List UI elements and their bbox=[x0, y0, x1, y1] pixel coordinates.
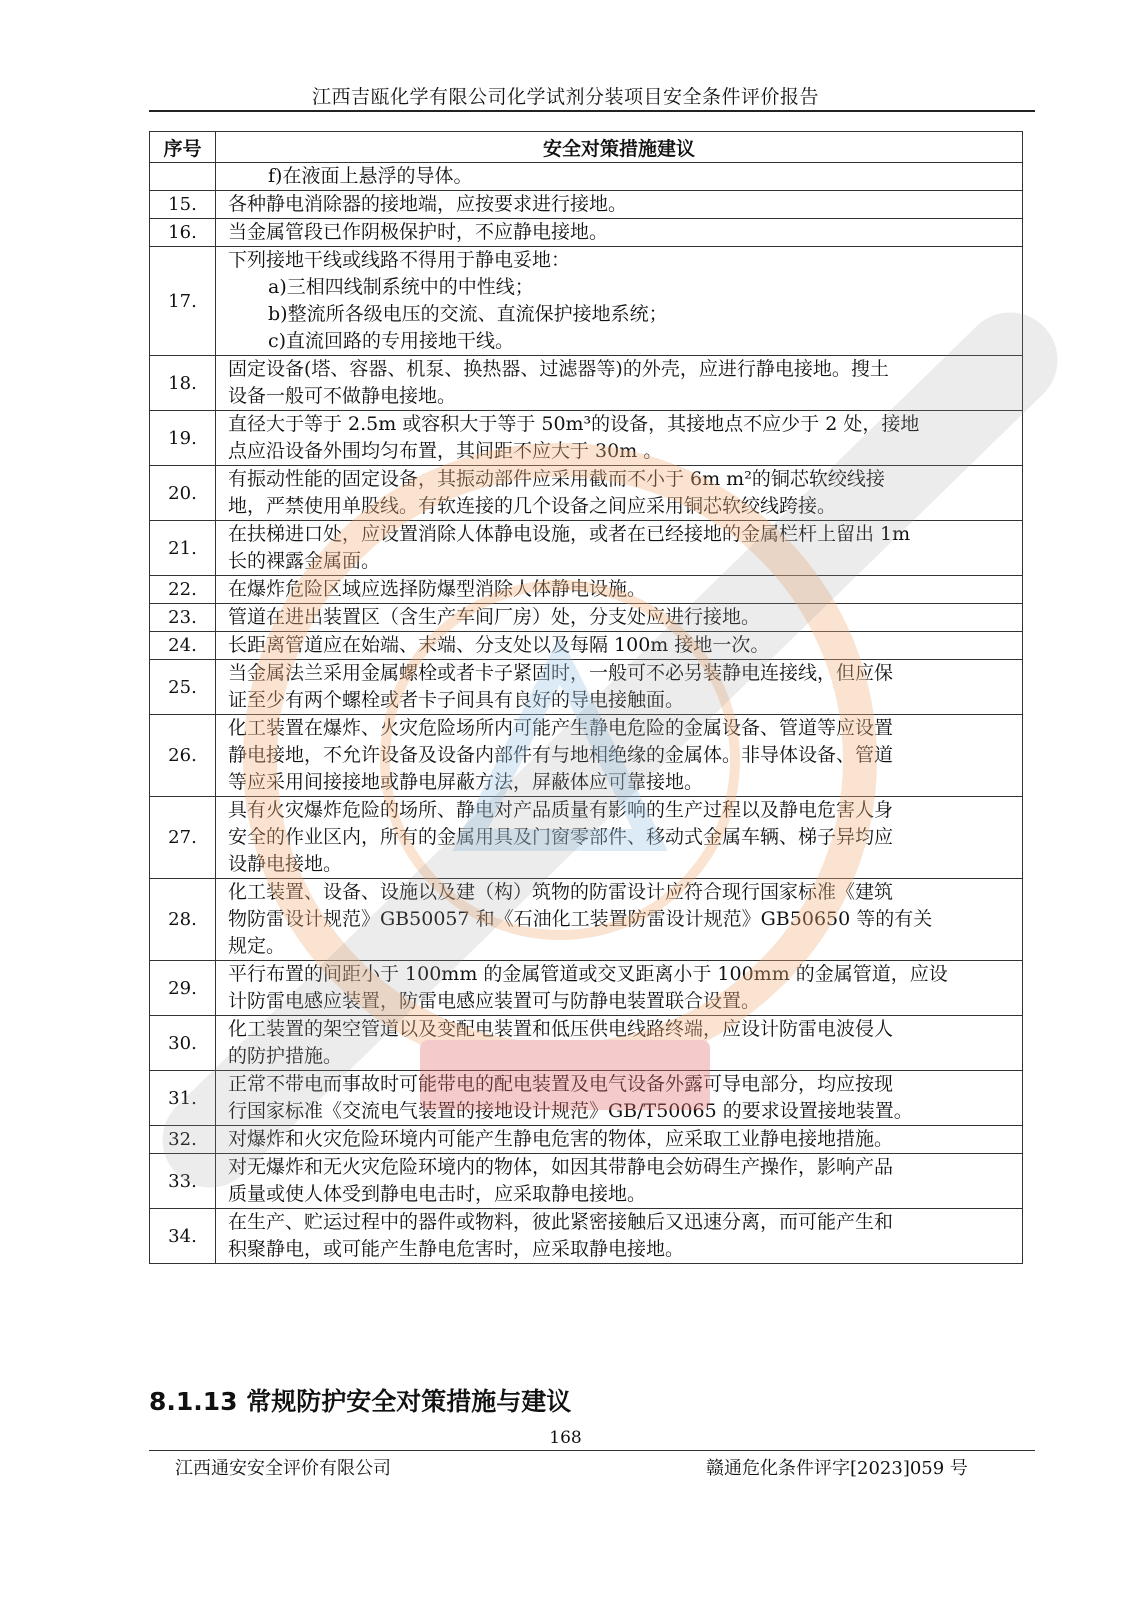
page-number: 168 bbox=[549, 1428, 582, 1448]
table-row bbox=[150, 466, 1023, 521]
measure-text bbox=[216, 604, 1023, 632]
measure-line: 地，严禁使用单股线。有软连接的几个设备之间应采用铜芯软绞线跨接。 bbox=[228, 495, 837, 517]
measure-line: 各种静电消除器的接地端，应按要求进行接地。 bbox=[228, 193, 628, 215]
row-number: 31. bbox=[150, 1071, 216, 1126]
measure-text bbox=[216, 1071, 1023, 1126]
measure-line: 的防护措施。 bbox=[228, 1045, 343, 1067]
row-number: 23. bbox=[150, 604, 216, 632]
measure-line: 在生产、贮运过程中的器件或物料，彼此紧密接触后又迅速分离，而可能产生和 bbox=[228, 1211, 894, 1233]
measure-line: 静电接地，不允许设备及设备内部件有与地相绝缘的金属体。非导体设备、管道 bbox=[228, 744, 894, 766]
measure-text bbox=[216, 1016, 1023, 1071]
row-number: 34. bbox=[150, 1209, 216, 1264]
footer-divider bbox=[149, 1450, 1035, 1451]
row-number: 15. bbox=[150, 191, 216, 219]
measure-text bbox=[216, 356, 1023, 411]
table-row bbox=[150, 576, 1023, 604]
measure-line: 管道在进出装置区（含生产车间厂房）处，分支处应进行接地。 bbox=[228, 606, 761, 628]
measure-text bbox=[216, 797, 1023, 879]
measure-line: 等应采用间接接地或静电屏蔽方法，屏蔽体应可靠接地。 bbox=[228, 771, 704, 793]
table-row bbox=[150, 961, 1023, 1016]
measure-line: 对爆炸和火灾危险环境内可能产生静电危害的物体，应采取工业静电接地措施。 bbox=[228, 1128, 894, 1150]
row-number: 26. bbox=[150, 715, 216, 797]
measure-text bbox=[216, 219, 1023, 247]
table-row bbox=[150, 797, 1023, 879]
row-number: 22. bbox=[150, 576, 216, 604]
measure-line: 证至少有两个螺栓或者卡子间具有良好的导电接触面。 bbox=[228, 689, 685, 711]
measure-line: 长的裸露金属面。 bbox=[228, 550, 381, 572]
measure-text bbox=[216, 163, 1023, 191]
measure-text bbox=[216, 411, 1023, 466]
table-row bbox=[150, 356, 1023, 411]
table-row bbox=[150, 604, 1023, 632]
row-number: 16. bbox=[150, 219, 216, 247]
measure-line: 长距离管道应在始端、末端、分支处以及每隔 100m 接地一次。 bbox=[228, 634, 770, 656]
row-number: 24. bbox=[150, 632, 216, 660]
measure-line: a)三相四线制系统中的中性线； bbox=[268, 276, 534, 298]
measure-line: 对无爆炸和无火灾危险环境内的物体，如因其带静电会妨碍生产操作，影响产品 bbox=[228, 1156, 894, 1178]
measure-text bbox=[216, 715, 1023, 797]
measure-line: c)直流回路的专用接地干线。 bbox=[268, 330, 515, 352]
row-number: 29. bbox=[150, 961, 216, 1016]
table-row bbox=[150, 1016, 1023, 1071]
table-row bbox=[150, 1209, 1023, 1264]
measure-line: 积聚静电，或可能产生静电危害时，应采取静电接地。 bbox=[228, 1238, 685, 1260]
measure-line: 有振动性能的固定设备，其振动部件应采用截而不小于 6m m²的铜芯软绞线接 bbox=[228, 468, 885, 490]
measure-line: 正常不带电而事故时可能带电的配电装置及电气设备外露可导电部分，均应按现 bbox=[228, 1073, 894, 1095]
measure-text bbox=[216, 1154, 1023, 1209]
measure-line: 行国家标准《交流电气装置的接地设计规范》GB/T50065 的要求设置接地装置。 bbox=[228, 1100, 913, 1122]
measure-line: 规定。 bbox=[228, 935, 286, 957]
table-row bbox=[150, 219, 1023, 247]
table-row bbox=[150, 1154, 1023, 1209]
measure-line: 当金属法兰采用金属螺栓或者卡子紧固时，一般可不必另装静电连接线，但应保 bbox=[228, 662, 894, 684]
measure-text bbox=[216, 1126, 1023, 1154]
measure-line: b)整流所各级电压的交流、直流保护接地系统； bbox=[268, 303, 668, 325]
row-number: 19. bbox=[150, 411, 216, 466]
measure-line: 设备一般可不做静电接地。 bbox=[228, 385, 457, 407]
table-row bbox=[150, 715, 1023, 797]
row-number: 32. bbox=[150, 1126, 216, 1154]
measure-line: 当金属管段已作阴极保护时，不应静电接地。 bbox=[228, 221, 609, 243]
measure-line: 化工装置的架空管道以及变配电装置和低压供电线路终端，应设计防雷电波侵人 bbox=[228, 1018, 894, 1040]
table-header-row bbox=[150, 132, 1023, 163]
measure-line: 化工装置在爆炸、火灾危险场所内可能产生静电危险的金属设备、管道等应设置 bbox=[228, 717, 894, 739]
table-row bbox=[150, 632, 1023, 660]
column-header-measures: 安全对策措施建议 bbox=[216, 132, 1023, 163]
table-row bbox=[150, 660, 1023, 715]
table-row bbox=[150, 1126, 1023, 1154]
measure-text bbox=[216, 1209, 1023, 1264]
measure-line: 具有火灾爆炸危险的场所、静电对产品质量有影响的生产过程以及静电危害人身 bbox=[228, 799, 894, 821]
table-body bbox=[150, 163, 1023, 1264]
row-number: 20. bbox=[150, 466, 216, 521]
measure-text bbox=[216, 660, 1023, 715]
section-heading: 8.1.13 常规防护安全对策措施与建议 bbox=[149, 1387, 572, 1416]
measure-line: 安全的作业区内，所有的金属用具及门窗零部件、移动式金属车辆、梯子异均应 bbox=[228, 826, 894, 848]
measure-text bbox=[216, 879, 1023, 961]
table-row bbox=[150, 411, 1023, 466]
page-header-title: 江西吉瓯化学有限公司化学试剂分装项目安全条件评价报告 bbox=[311, 86, 819, 108]
measure-text bbox=[216, 632, 1023, 660]
measure-text bbox=[216, 191, 1023, 219]
measure-line: 化工装置、设备、设施以及建（构）筑物的防雷设计应符合现行国家标准《建筑 bbox=[228, 881, 894, 903]
measure-text bbox=[216, 521, 1023, 576]
row-number: 30. bbox=[150, 1016, 216, 1071]
row-number bbox=[150, 163, 216, 191]
measure-line: 设静电接地。 bbox=[228, 853, 343, 875]
measure-line: 点应沿设备外围均匀布置，其间距不应大于 30m 。 bbox=[228, 440, 663, 462]
row-number: 17. bbox=[150, 247, 216, 356]
row-number: 28. bbox=[150, 879, 216, 961]
measure-line: 固定设备(塔、容器、机泵、换热器、过滤器等)的外壳，应进行静电接地。搜土 bbox=[228, 358, 889, 380]
measure-line: 下列接地干线或线路不得用于静电妥地： bbox=[228, 249, 571, 271]
measure-line: 在爆炸危险区域应选择防爆型消除人体静电设施。 bbox=[228, 578, 647, 600]
row-number: 27. bbox=[150, 797, 216, 879]
row-number: 25. bbox=[150, 660, 216, 715]
table-row bbox=[150, 163, 1023, 191]
measure-text bbox=[216, 961, 1023, 1016]
table-row bbox=[150, 1071, 1023, 1126]
measure-text bbox=[216, 576, 1023, 604]
header-divider bbox=[149, 110, 1035, 112]
measure-line: 质量或使人体受到静电电击时，应采取静电接地。 bbox=[228, 1183, 647, 1205]
row-number: 18. bbox=[150, 356, 216, 411]
column-header-number: 序号 bbox=[150, 132, 216, 163]
measure-text bbox=[216, 247, 1023, 356]
measure-line: 物防雷设计规范》GB50057 和《石油化工装置防雷设计规范》GB50650 等的有关 bbox=[228, 908, 933, 930]
safety-measures-table bbox=[149, 131, 1023, 1264]
measure-line: 直径大于等于 2.5m 或容积大于等于 50m³的设备，其接地点不应少于 2 处，接地 bbox=[228, 413, 920, 435]
measure-line: 计防雷电感应装置，防雷电感应装置可与防静电装置联合设置。 bbox=[228, 990, 761, 1012]
measure-text bbox=[216, 466, 1023, 521]
table-row bbox=[150, 521, 1023, 576]
footer-company: 江西通安安全评价有限公司 bbox=[175, 1458, 391, 1479]
footer-document-number: 赣通危化条件评字[2023]059 号 bbox=[706, 1458, 968, 1479]
row-number: 21. bbox=[150, 521, 216, 576]
table-row bbox=[150, 247, 1023, 356]
measure-line: f)在液面上悬浮的导体。 bbox=[268, 165, 473, 187]
table-row bbox=[150, 191, 1023, 219]
row-number: 33. bbox=[150, 1154, 216, 1209]
measure-line: 平行布置的间距小于 100mm 的金属管道或交叉距离小于 100mm 的金属管道，应设 bbox=[228, 963, 948, 985]
table-row bbox=[150, 879, 1023, 961]
measure-line: 在扶梯进口处，应设置消除人体静电设施，或者在已经接地的金属栏杆上留出 1m bbox=[228, 523, 911, 545]
